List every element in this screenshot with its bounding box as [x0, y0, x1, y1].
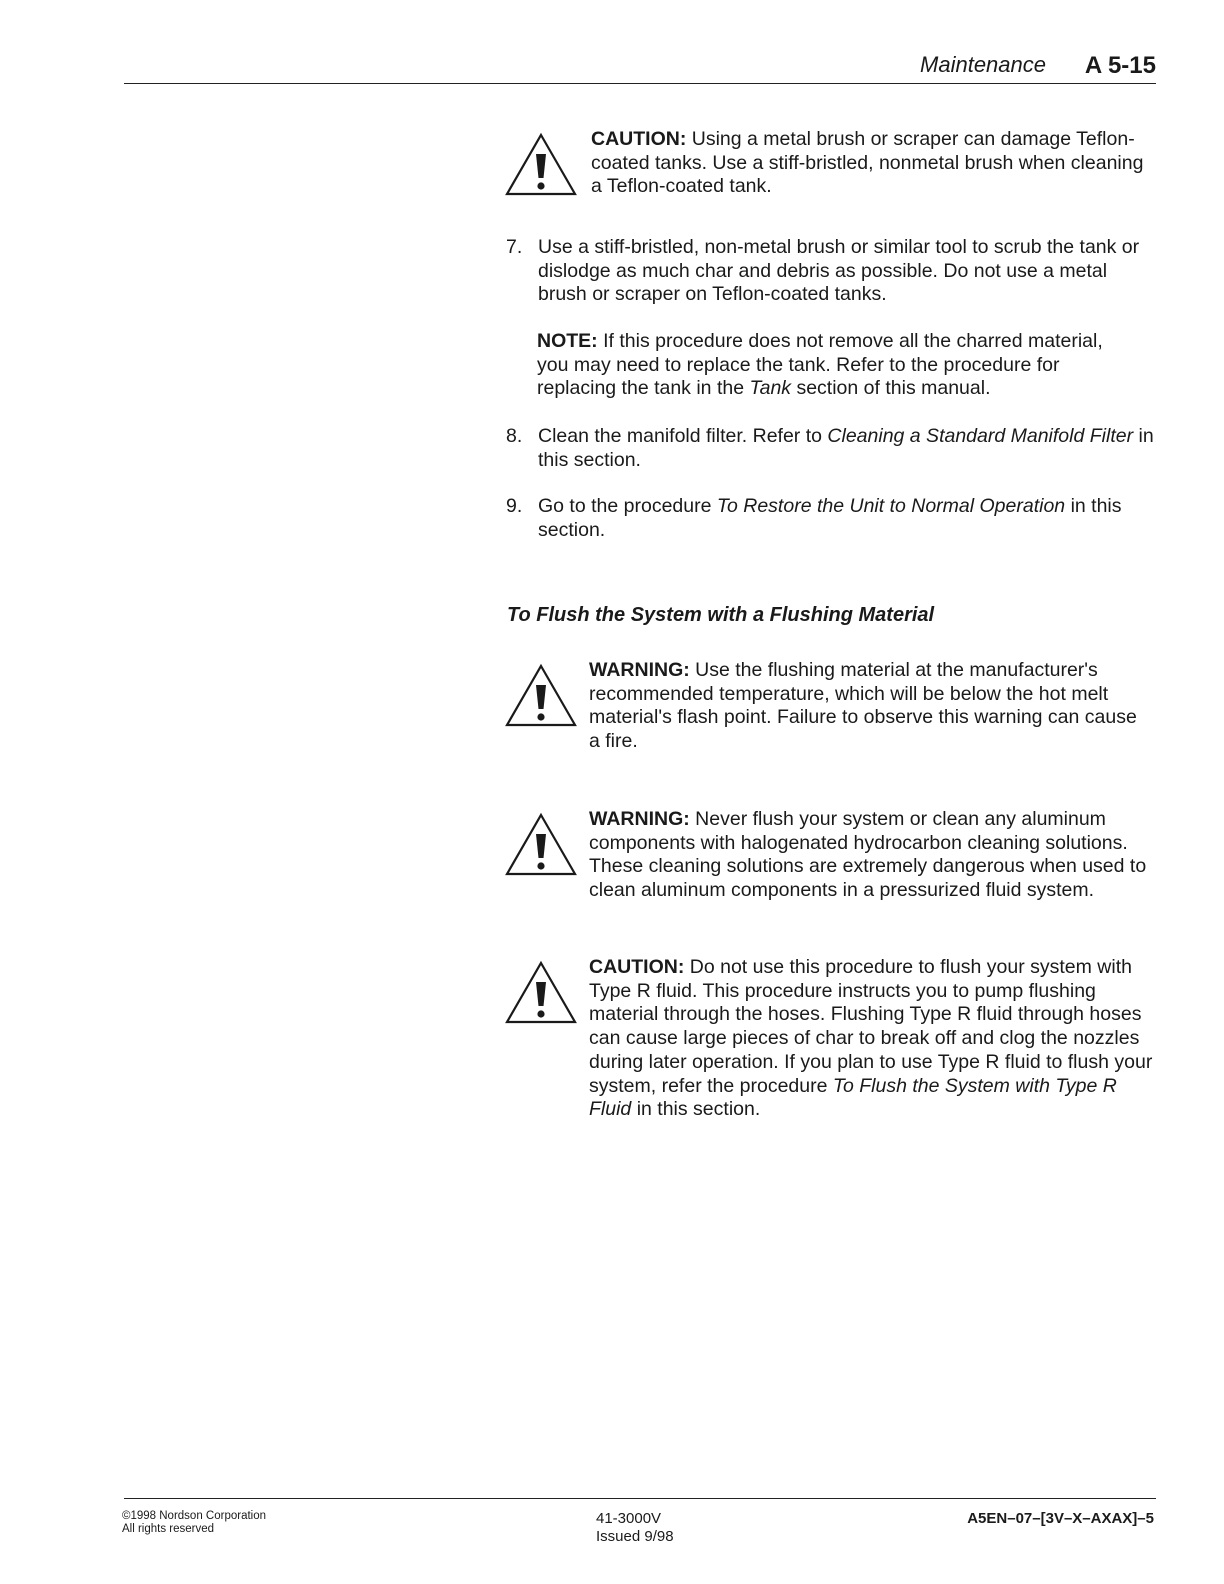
caution-text: Using a metal brush or scraper can damage Teflon-coated tanks. Use a stiff-bristled, nonmetal brush when cleaning a Teflon-coated tank. — [591, 128, 1144, 198]
step-number: 7. — [506, 236, 523, 258]
footer-doc-block — [596, 1510, 674, 1546]
copyright: ©1998 Nordson Corporation — [122, 1510, 267, 1522]
warning-triangle-icon — [505, 132, 577, 196]
warning-triangle-icon — [505, 960, 577, 1024]
note — [537, 330, 1137, 401]
header-section-title: Maintenance — [920, 52, 1046, 77]
warning-notice-2 — [589, 808, 1149, 903]
step-7-text: Use a stiff-bristled, non-metal brush or similar tool to scrub the tank or dislodge as much char and debris as possible. Do not use a metal brush or scraper on Teflon-coated tanks. — [538, 236, 1140, 306]
warning-notice-1 — [589, 659, 1149, 754]
warning-triangle-icon — [505, 812, 577, 876]
step-8-pre: Clean the manifold filter. Refer to — [538, 425, 828, 447]
rights: All rights reserved — [122, 1523, 215, 1535]
warning-triangle-icon — [505, 663, 577, 727]
header-rule — [124, 83, 1156, 84]
footer-copyright-block — [122, 1510, 266, 1536]
warning-label: WARNING: — [589, 808, 690, 830]
step-number: 9. — [506, 495, 523, 517]
caution-text: Do not use this procedure to flush your system with Type R fluid. This procedure instructs you to pump flushing material through the hoses. Flushing Type R fluid through hoses can cause large pieces of char to break off and clog the nozzles during later operation. If you plan to use Type R fluid to flush your system, refer the procedure — [589, 956, 1153, 1097]
section-heading: To Flush the System with a Flushing Material — [507, 604, 935, 626]
document-number: 41-3000V — [596, 1510, 662, 1527]
warning-text: Never flush your system or clean any aluminum components with halogenated hydrocarbon cleaning solutions. These cleaning solutions are extremely dangerous when used to clean aluminum components in a pressurized fluid system. — [589, 808, 1147, 902]
note-label: NOTE: — [537, 330, 598, 352]
caution-reference: To Flush the System with Type R Fluid — [589, 1074, 1117, 1121]
step-8-text — [538, 425, 1160, 472]
caution-label: CAUTION: — [591, 128, 687, 150]
warning-label: WARNING: — [589, 659, 690, 681]
caution-notice-2 — [589, 956, 1157, 1122]
step-number: 8. — [506, 425, 523, 447]
note-text-end: section of this manual. — [791, 377, 991, 400]
step-9-text — [538, 495, 1158, 542]
step-9-pre: Go to the procedure — [538, 495, 717, 517]
note-reference: Tank — [749, 377, 792, 400]
step-8-reference: Cleaning a Standard Manifold Filter — [827, 425, 1134, 447]
page-number: A 5-15 — [1084, 52, 1156, 79]
caution-notice-1 — [591, 128, 1156, 199]
step-9-reference: To Restore the Unit to Normal Operation — [716, 495, 1066, 517]
step-9-post: in this section. — [538, 495, 1122, 541]
caution-label: CAUTION: — [589, 956, 685, 978]
issue-date: Issued 9/98 — [596, 1528, 674, 1545]
note-text: If this procedure does not remove all the charred material, you may need to replace the tank. Refer to the procedure for replacing the tank in the — [537, 330, 1103, 400]
step-8-post: in this section. — [538, 425, 1154, 471]
caution-text-end: in this section. — [631, 1098, 761, 1121]
footer-code: A5EN–07–[3V–X–AXAX]–5 — [967, 1510, 1154, 1527]
footer-rule — [124, 1498, 1156, 1499]
warning-text: Use the flushing material at the manufacturer's recommended temperature, which will be below the hot melt material's flash point. Failure to observe this warning can cause a fire. — [589, 659, 1137, 753]
